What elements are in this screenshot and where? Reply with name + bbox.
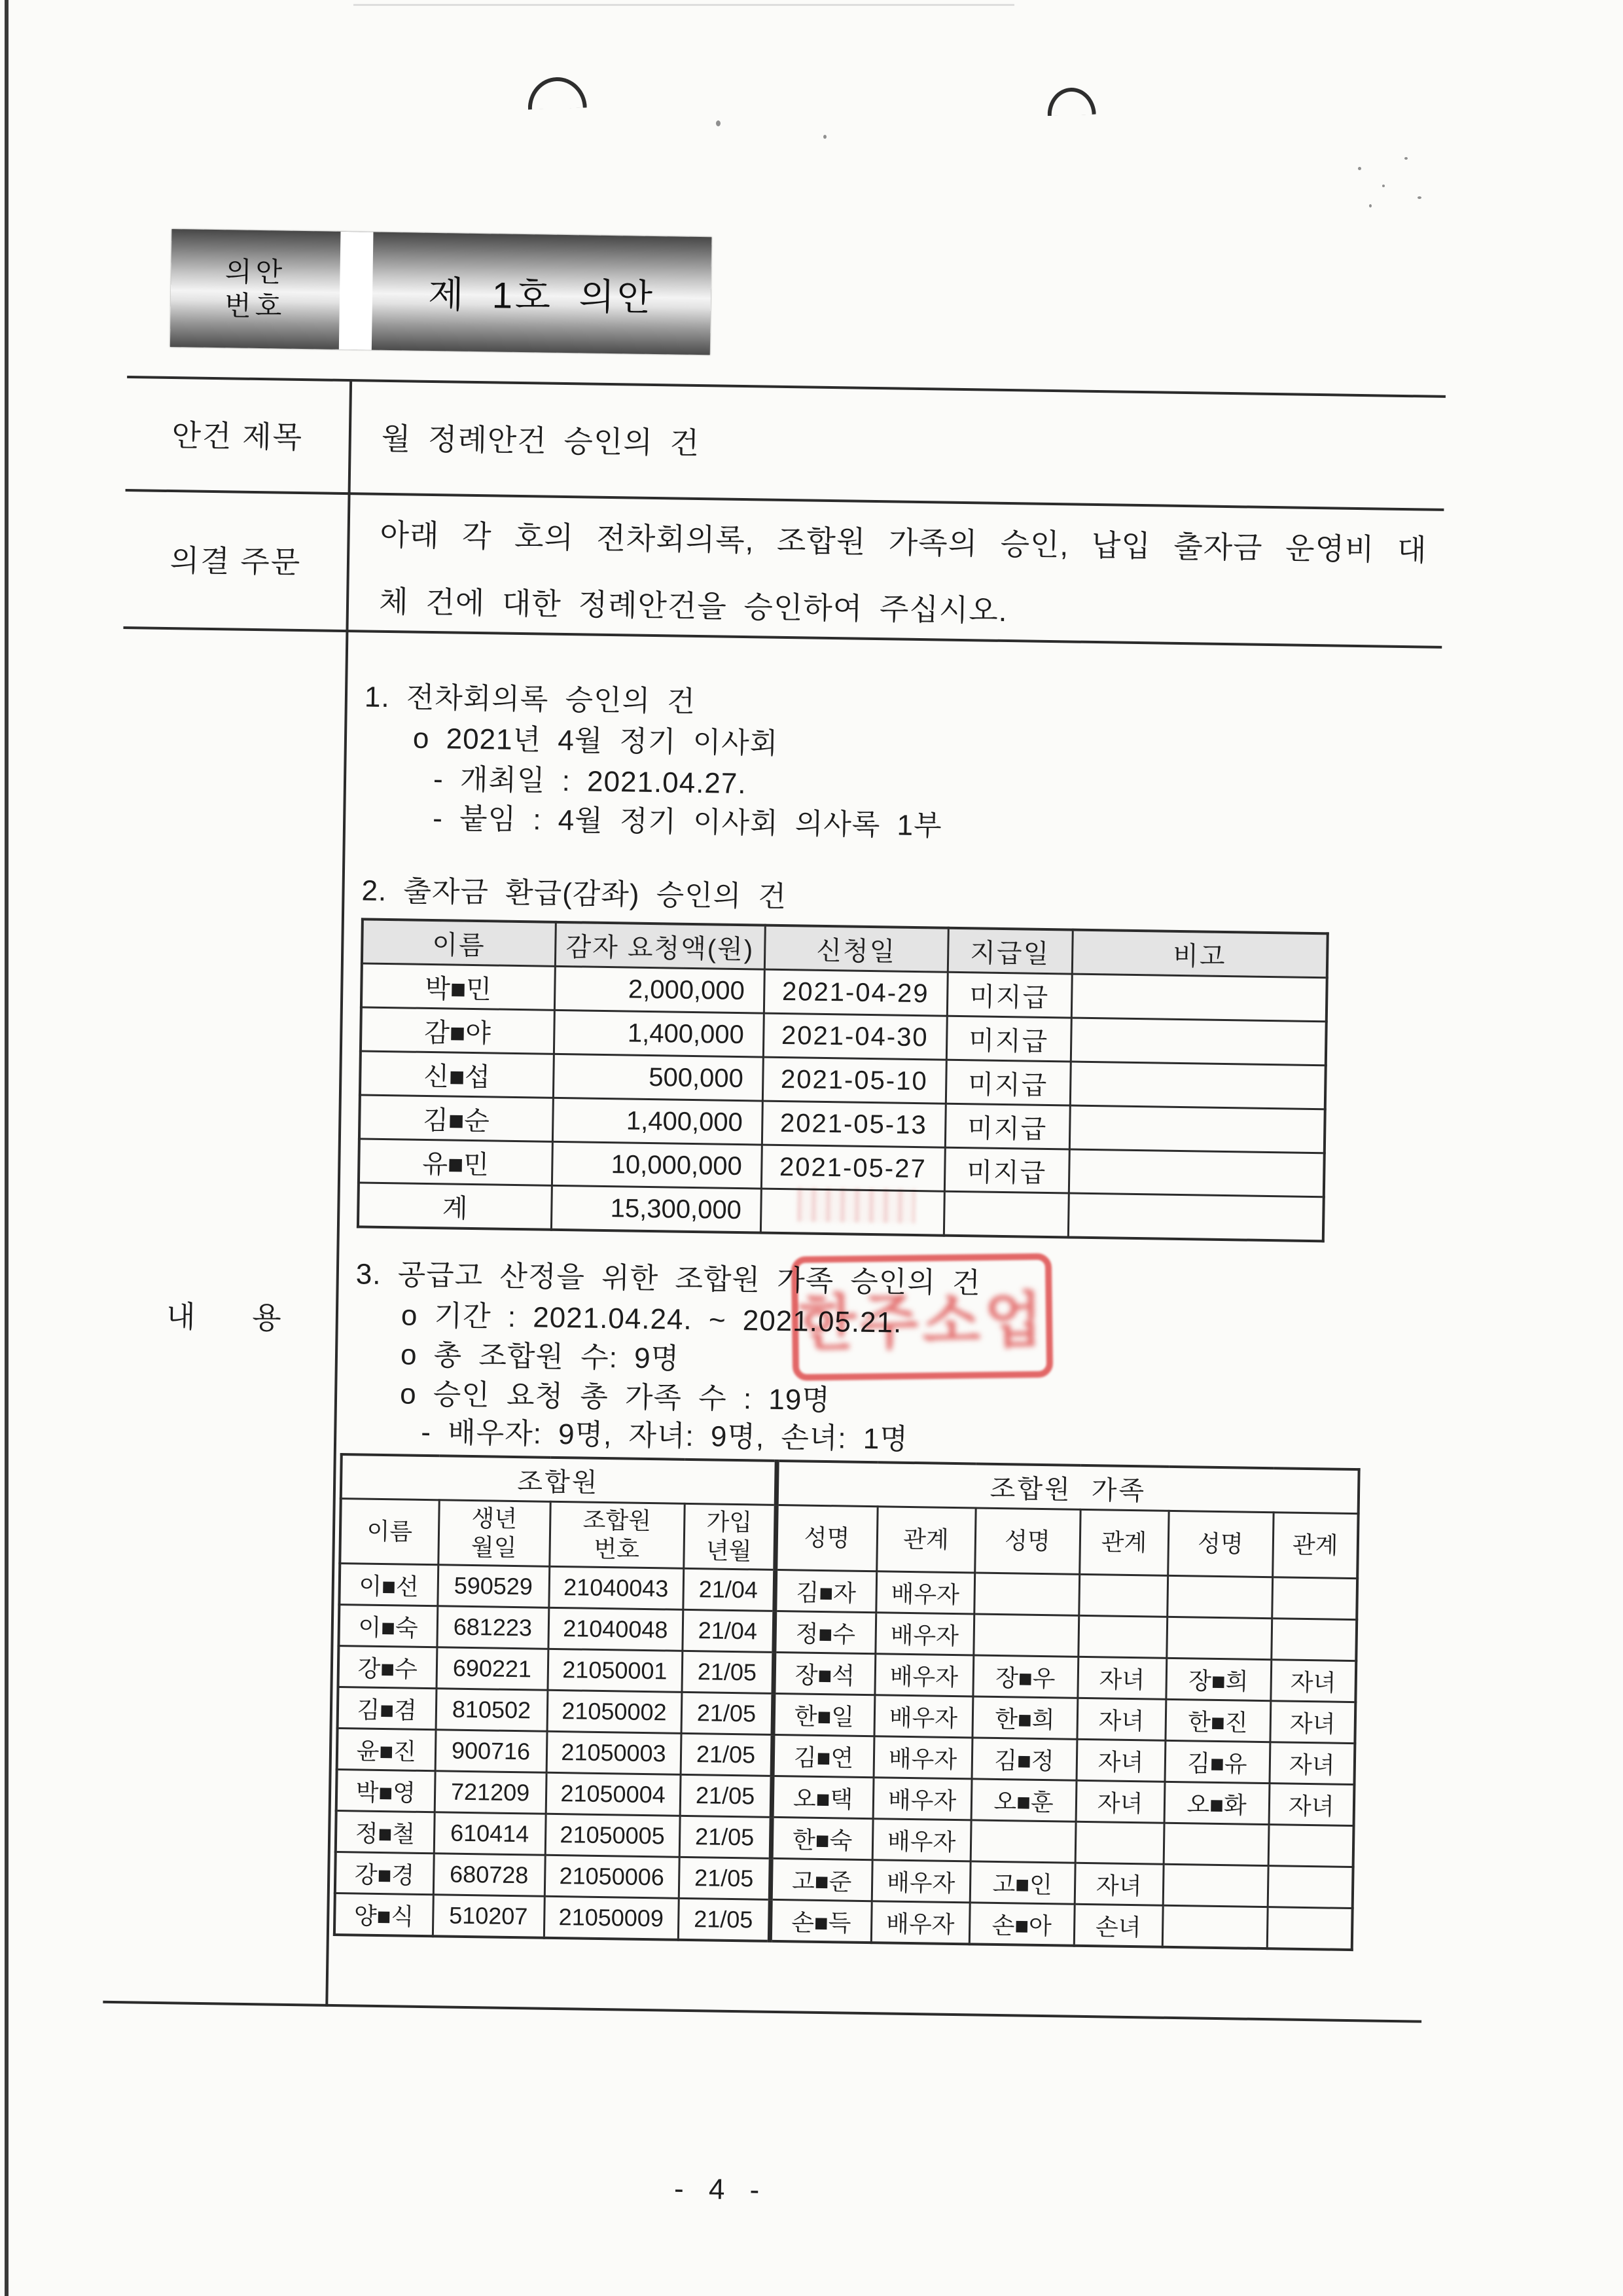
table-cell: 2021-05-27 [761,1145,945,1191]
table-cell: 고■준 [770,1858,872,1901]
agenda-title-value: 월 정례안건 승인의 건 [381,421,700,460]
table-cell [1268,1866,1353,1909]
table-cell: 손■아 [969,1903,1075,1946]
column-header: 성명 [974,1508,1080,1574]
table-cell: 배우자 [876,1571,974,1614]
column-header: 조합원 번호 [549,1501,684,1568]
table-cell [1068,1193,1324,1241]
resolution-label: 의결 주문 [169,543,302,580]
table-cell: 김■순 [359,1095,553,1141]
table-cell: 자녀 [1076,1780,1165,1823]
table-cell: 1,400,000 [554,1010,764,1057]
table-cell: 15,300,000 [551,1185,761,1232]
table-cell [1070,1062,1326,1109]
table-cell: 배우자 [872,1860,971,1903]
table-cell: 강■수 [338,1646,437,1689]
agenda-number-label-line1: 의안 [224,256,287,288]
table-cell: 21050001 [547,1649,682,1692]
table-cell: 721209 [435,1771,546,1814]
column-header: 감자 요청액(원) [555,922,765,969]
table-cell: 자녀 [1077,1739,1166,1782]
table-cell [1164,1823,1269,1865]
section1-item: o 2021년 4월 정기 이사회 [412,722,779,760]
table-cell: 21/05 [681,1651,774,1693]
section2-heading: 2. 출자금 환급(감좌) 승인의 건 [361,874,787,914]
table-cell: 박■민 [361,963,555,1010]
table-cell: 이■선 [339,1564,438,1606]
table-cell [1071,1018,1327,1066]
table-cell: 10,000,000 [552,1141,762,1189]
table-cell: 미지급 [947,972,1072,1018]
agenda-number-title: 제 1호 의안 [427,273,656,318]
table-cell: 한■숙 [771,1817,873,1859]
approval-stamp-text: 한주소업 [797,1287,1047,1357]
section3-item: o 총 조합원 수: 9명 [400,1338,680,1375]
table-cell: 21/05 [678,1898,770,1941]
table-cell: 오■화 [1164,1782,1270,1824]
column-header: 관계 [1272,1513,1358,1579]
table-cell: 장■희 [1166,1658,1271,1700]
table-cell: 윤■진 [337,1729,436,1771]
table-cell: 21/05 [681,1733,773,1776]
content-label: 내 용 [166,1299,283,1335]
table-cell [973,1614,1079,1657]
group-header-member: 조합원 [341,1454,777,1505]
table-cell: 자녀 [1075,1863,1164,1905]
frame-rule [103,2001,1421,2023]
column-header: 생년 월일 [438,1500,550,1567]
table-cell: 510207 [433,1895,544,1938]
table-cell: 장■우 [972,1655,1078,1698]
table-cell: 정■수 [774,1611,876,1653]
table-cell [1272,1577,1357,1620]
table-cell: 610414 [434,1812,546,1856]
table-cell: 자녀 [1270,1701,1355,1744]
table-cell: 자녀 [1270,1742,1355,1785]
table-cell: 2021-04-29 [764,969,948,1016]
table-cell [1079,1574,1168,1617]
table-cell: 810502 [436,1689,548,1732]
table-cell: 21/04 [682,1609,774,1652]
table-cell [1267,1907,1353,1950]
table-cell: 21050004 [546,1772,681,1816]
table-cell: 배우자 [874,1736,972,1779]
section1-heading: 1. 전차회의록 승인의 건 [364,681,696,718]
table-cell [1069,1105,1325,1153]
table-cell: 이■숙 [338,1605,437,1647]
agenda-number-badge [170,229,712,355]
table-cell [1075,1821,1164,1864]
table-cell: 2021-05-10 [762,1057,946,1103]
approval-stamp [791,1253,1053,1381]
table-cell: 자녀 [1077,1657,1166,1699]
section3-item: o 승인 요청 총 가족 수 : 19명 [399,1378,831,1417]
table-cell: 고■인 [970,1861,1075,1904]
table-cell: 신■섭 [360,1051,554,1098]
table-cell [1163,1864,1268,1907]
column-header: 이름 [340,1499,438,1565]
table-cell [1271,1619,1357,1661]
table-cell [1167,1575,1272,1618]
column-header: 이름 [362,919,556,966]
table-cell: 681223 [437,1606,548,1649]
section1-item: - 붙임 : 4월 정기 이사회 의사록 1부 [432,802,942,842]
table-cell: 박■영 [336,1770,435,1812]
table-cell: 배우자 [875,1613,974,1655]
member-family-table [333,1453,1361,1951]
table-cell: 21050003 [546,1731,681,1774]
table-cell: 미지급 [944,1147,1069,1193]
table-cell [971,1820,1076,1863]
table-cell: 1,400,000 [552,1098,762,1145]
table-cell: 양■식 [334,1893,433,1936]
table-cell: 2021-04-30 [763,1013,947,1060]
table-cell: 미지급 [945,1103,1070,1149]
table-cell: 배우자 [871,1901,970,1945]
section3-heading: 3. 공급고 산정을 위한 조합원 가족 승인의 건 [355,1258,981,1300]
column-header: 관계 [876,1507,975,1573]
table-cell: 자녀 [1270,1660,1356,1702]
table-cell [1071,974,1327,1022]
table-cell: 500,000 [553,1054,763,1101]
table-cell [974,1573,1079,1615]
resolution-line1: 아래 각 호의 전차회의록, 조합원 가족의 승인, 납입 출자금 운영비 대 [380,517,1427,567]
column-header: 지급일 [948,928,1073,974]
table-cell: 21040043 [548,1566,683,1609]
table-cell: 정■철 [336,1811,435,1854]
table-cell [1078,1615,1167,1658]
table-cell: 강■경 [335,1852,434,1895]
table-cell: 590529 [437,1565,549,1608]
stamp-ink-ghost [797,1187,916,1223]
section1-item: - 개최일 : 2021.04.27. [433,763,747,800]
column-header: 관계 [1079,1509,1168,1575]
table-cell: 2,000,000 [554,966,764,1013]
table-cell [1166,1617,1272,1659]
column-header: 가입 년월 [683,1503,776,1570]
table-cell: 2021-05-13 [762,1101,946,1147]
table-cell: 한■일 [773,1693,875,1736]
agenda-number-label [170,229,341,350]
table-cell: 21/05 [679,1857,771,1899]
agenda-title-label: 안건 제목 [171,418,304,454]
column-header: 성명 [775,1505,877,1571]
table-cell: 680728 [433,1854,545,1897]
table-cell: 장■석 [773,1652,875,1695]
table-cell: 21040048 [548,1607,683,1651]
column-header: 비고 [1072,930,1328,978]
table-cell: 오■훈 [971,1779,1077,1821]
table-cell: 자녀 [1077,1698,1166,1740]
agenda-number-label-line2: 번호 [224,290,286,322]
table-cell: 21050002 [547,1690,682,1733]
table-cell: 21/05 [680,1774,772,1817]
table-cell: 배우자 [873,1778,972,1820]
table-cell: 계 [358,1183,552,1230]
table-cell: 배우자 [874,1654,973,1696]
column-header: 성명 [1168,1511,1273,1577]
section3-item: o 기간 : 2021.04.24. ~ 2021.05.21. [401,1299,902,1339]
table-cell: 자녀 [1269,1784,1355,1826]
page-number: - 4 - [673,2172,764,2206]
table-cell: 손녀 [1074,1904,1163,1946]
table-cell: 김■연 [772,1734,874,1777]
badge-divider-stripe [339,232,374,350]
table-cell: 유■민 [359,1139,552,1185]
table-cell: 900716 [435,1730,547,1773]
table-cell [1162,1905,1268,1948]
table-cell: 김■정 [972,1738,1077,1780]
table-cell: 21/05 [679,1816,772,1858]
group-header-family: 조합원 가족 [776,1461,1359,1514]
column-header: 신청일 [764,925,948,973]
table-cell: 21050005 [545,1814,680,1857]
table-cell: 미지급 [946,1016,1071,1062]
table-cell: 김■유 [1165,1740,1270,1783]
table-cell: 배우자 [874,1695,973,1738]
table-cell: 한■진 [1165,1699,1270,1742]
table-cell: 690221 [436,1647,548,1691]
table-cell: 21050006 [544,1855,679,1898]
table-cell [1268,1825,1354,1867]
table-cell: 21050009 [544,1896,679,1940]
table-cell [1069,1149,1325,1197]
table-cell: 미지급 [946,1060,1071,1105]
table-cell: 배우자 [872,1819,971,1861]
table-cell: 김■겸 [338,1687,437,1730]
table-cell: 오■택 [772,1776,874,1818]
resolution-line2: 체 건에 대한 정례안건을 승인하여 주십시오. [378,584,1008,628]
table-cell [944,1191,1069,1237]
table-cell: 한■희 [972,1696,1078,1739]
table-cell: 손■득 [770,1899,872,1943]
table-cell: 김■자 [774,1570,876,1612]
table-cell: 감■야 [361,1007,554,1054]
section3-item: - 배우자: 9명, 자녀: 9명, 손녀: 1명 [420,1416,909,1456]
table-cell: 21/05 [681,1692,774,1734]
table-cell: 21/04 [683,1568,775,1611]
